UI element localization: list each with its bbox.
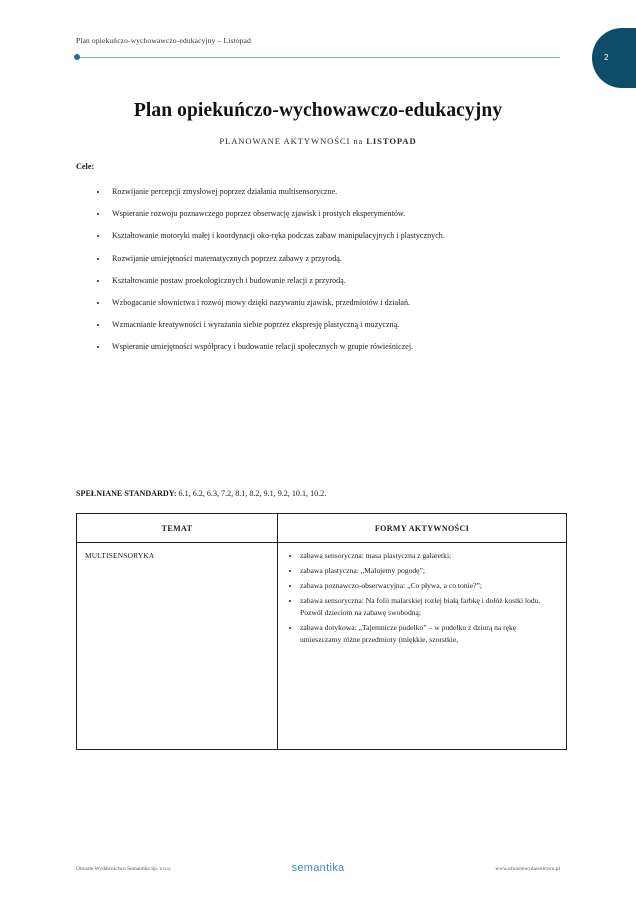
subtitle-prefix: PLANOWANE AKTYWNOŚCI na	[219, 136, 367, 146]
page-footer	[76, 862, 560, 882]
list-item: • zabawa dotykowa: „Tajemnicze pudełko” – w pudełku z dziurą na rękę umieszczamy różne przedmioty (miękkie, szorstkie,	[300, 622, 558, 646]
standards-value: 6.1, 6.2, 6.3, 7.2, 8.1, 8.2, 9.1, 9.2, 10.1, 10.2.	[176, 489, 327, 498]
list-item: • zabawa sensoryczna: Na folii malarskiej rozlej białą farbkę i dołóż kostki lodu. Pozwól dzieciom na zabawę swobodną;	[300, 595, 558, 619]
header-divider	[76, 57, 560, 58]
header-bullet-dot-icon	[74, 54, 80, 60]
running-head: Plan opiekuńczo-wychowawczo-edukacyjny – Listopad	[76, 36, 252, 45]
standards-line	[76, 489, 560, 498]
goals-label: Cele:	[76, 162, 95, 171]
list-item: • Rozwijanie percepcji zmysłowej poprzez działania multisensoryczne.	[108, 186, 578, 199]
column-header-topic: TEMAT	[77, 514, 278, 543]
column-header-activities: FORMY AKTYWNOŚCI	[278, 514, 567, 543]
page-number: 2	[604, 53, 609, 62]
cell-activities	[278, 543, 567, 750]
list-item: • zabawa sensoryczna: masa plastyczna z galaretki;	[300, 550, 558, 562]
activities-list	[278, 550, 558, 645]
list-item: • zabawa plastyczna: „Malujemy pogodę”;	[300, 565, 558, 577]
table-header-row	[77, 514, 567, 543]
standards-label: SPEŁNIANE STANDARDY:	[76, 489, 177, 498]
list-item: • Wzbogacanie słownictwa i rozwój mowy dzięki nazywaniu zjawisk, przedmiotów i działań.	[108, 297, 578, 310]
page-title: Plan opiekuńczo-wychowawczo-edukacyjny	[133, 100, 503, 121]
page-subtitle	[0, 136, 636, 146]
goals-list	[92, 186, 578, 364]
footer-brand-logo: semantika	[291, 862, 345, 874]
activities-table	[76, 513, 567, 750]
subtitle-month: LISTOPAD	[366, 136, 417, 146]
footer-publisher: Otwarte Wydawnictwo Semantika Sp. z o.o.	[76, 866, 172, 872]
list-item: • Rozwijanie umiejętności matematycznych poprzez zabawy z przyrodą.	[108, 253, 578, 266]
page-number-tab	[592, 28, 636, 88]
list-item: • Wspieranie rozwoju poznawczego poprzez obserwację zjawisk i prostych eksperymentów.	[108, 208, 578, 221]
cell-topic: MULTISENSORYKA	[77, 543, 278, 750]
footer-website: www.otwartewydawnictwo.pl	[495, 866, 560, 872]
list-item: • Wzmacnianie kreatywności i wyrażania siebie poprzez ekspresję plastyczną i muzyczną.	[108, 319, 578, 332]
list-item: • zabawa poznawczo-obserwacyjna: „Co pływa, a co tonie?”;	[300, 580, 558, 592]
list-item: • Kształtowanie postaw proekologicznych i budowanie relacji z przyrodą.	[108, 275, 578, 288]
list-item: • Wspieranie umiejętności współpracy i budowanie relacji społecznych w grupie rówieśniczej.	[108, 341, 578, 354]
table-row	[77, 543, 567, 750]
page-header	[76, 36, 560, 62]
list-item: • Kształtowanie motoryki małej i koordynacji oko-ręka podczas zabaw manipulacyjnych i plastycznych.	[108, 230, 578, 243]
